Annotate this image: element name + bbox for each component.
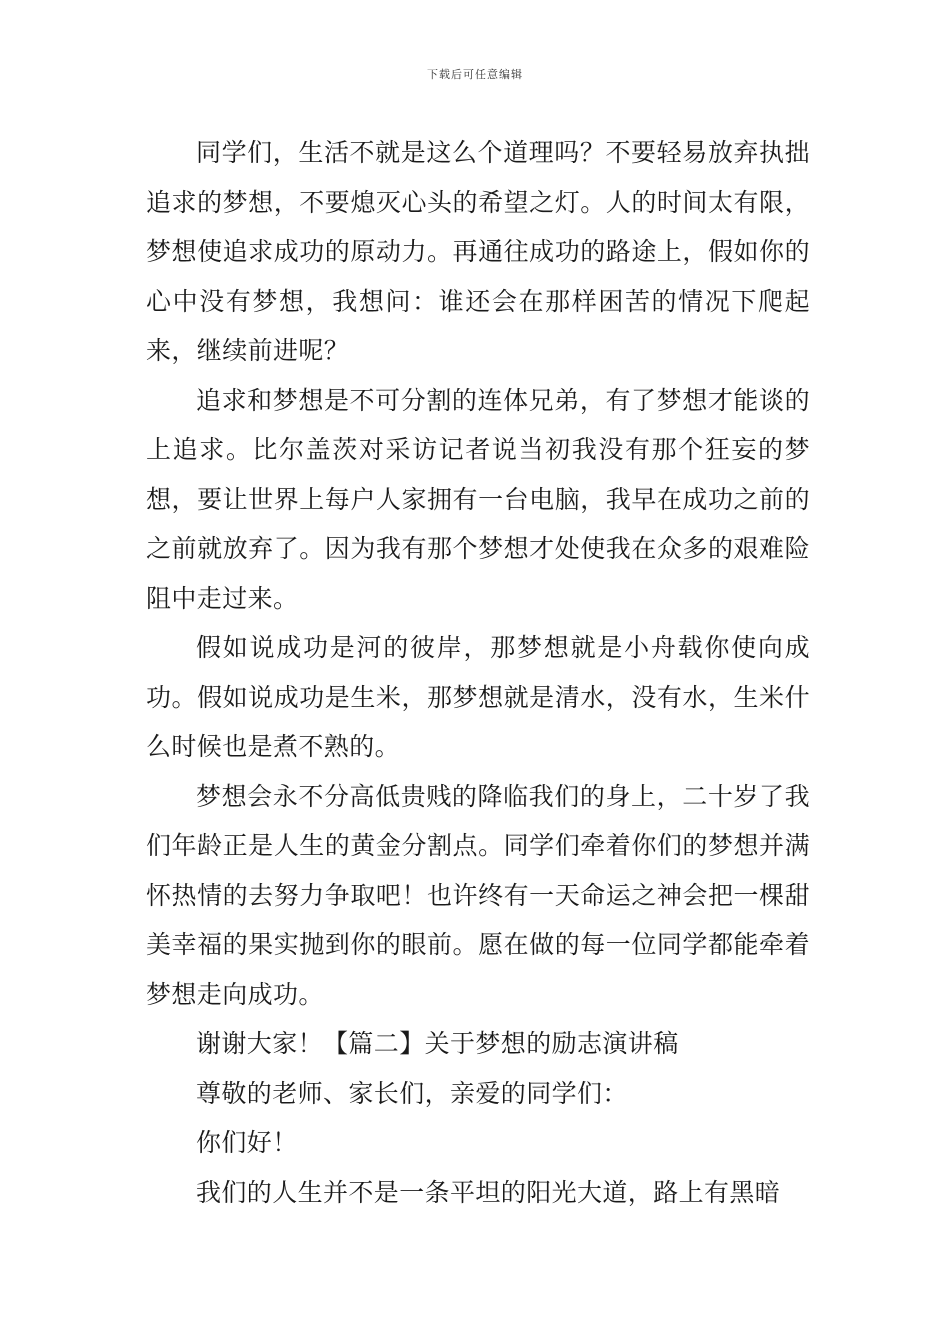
document-body [146,128,810,1217]
closing-line: 谢谢大家！【篇二】关于梦想的励志演讲稿 [196,1029,679,1058]
greeting-line: 你们好！ [196,1128,298,1157]
paragraph-2: 追求和梦想是不可分割的连体兄弟，有了梦想才能谈的上追求。比尔盖茨对采访记者说当初我没有那个狂妄的梦想，要让世界上每户人家拥有一台电脑，我早在成功之前的之前就放弃了。因为我有那个梦想才处使我在众多的艰难险阻中走过来。 [146,385,810,613]
paragraph-1: 同学们，生活不就是这么个道理吗？不要轻易放弃执拙追求的梦想，不要熄灭心头的希望之灯。人的时间太有限，梦想使追求成功的原动力。再通往成功的路途上，假如你的心中没有梦想，我想问：谁还会在那样困苦的情况下爬起来，继续前进呢？ [146,138,810,365]
paragraph-3: 假如说成功是河的彼岸，那梦想就是小舟载你使向成功。假如说成功是生米，那梦想就是清水，没有水，生米什么时候也是煮不熟的。 [146,633,810,761]
paragraph-4: 梦想会永不分高低贵贱的降临我们的身上，二十岁了我们年龄正是人生的黄金分割点。同学们牵着你们的梦想并满怀热情的去努力争取吧！也许终有一天命运之神会把一棵甜美幸福的果实抛到你的眼前。愿在做的每一位同学都能牵着梦想走向成功。 [146,781,810,1009]
salutation-line: 尊敬的老师、家长们，亲爱的同学们： [196,1078,628,1108]
header-note: 下载后可任意编辑 [427,68,523,81]
paragraph-5: 我们的人生并不是一条平坦的阳光大道，路上有黑暗 [196,1177,781,1207]
